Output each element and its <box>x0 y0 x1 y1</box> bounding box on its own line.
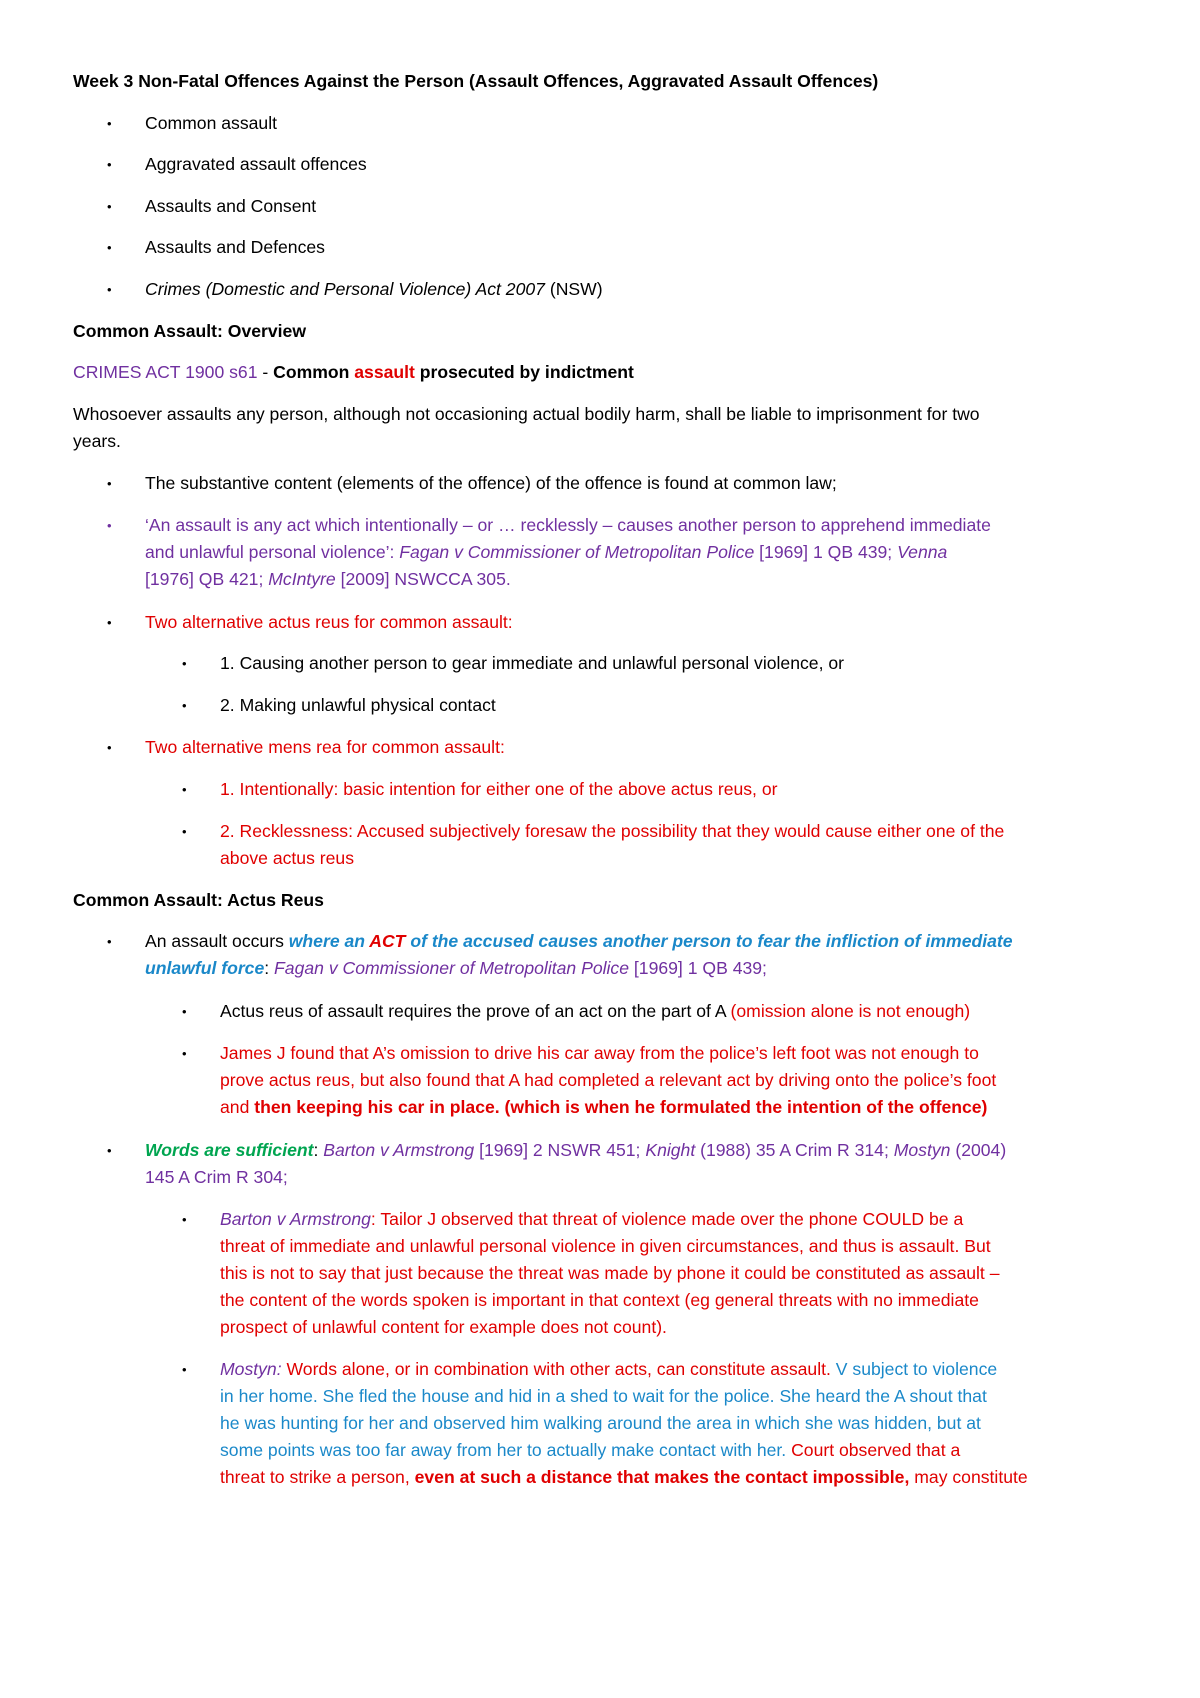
item-text: Causing another person to gear immediate and unlawful personal violence, or <box>234 653 844 673</box>
barton-note: this is not to say that just because the threat was made by phone it could be constituted as assault – <box>220 1263 1000 1283</box>
citation: [1976] QB 421; <box>145 569 269 589</box>
statute-text: years. <box>73 431 121 451</box>
bullet: • <box>107 934 112 949</box>
statute-ref: CRIMES ACT 1900 s61 <box>73 362 258 382</box>
facts: V subject to violence <box>835 1359 998 1379</box>
mostyn-note <box>220 1355 1200 1384</box>
bullet: • <box>182 1212 187 1227</box>
definition-quote: ‘An assault is any act which intentionally – or … recklessly – causes another person to apprehend immediate <box>145 515 991 535</box>
words-sufficient: 145 A Crim R 304; <box>145 1167 288 1187</box>
emphasis: where an <box>288 931 370 951</box>
mostyn-note: he was hunting for her and observed him walking around the area in which she was hidden, but at <box>220 1413 981 1433</box>
bullet: • <box>107 116 112 131</box>
topic-item: Assaults and Defences <box>145 237 325 257</box>
case-name: Fagan v Commissioner of Metropolitan Police <box>399 542 755 562</box>
topic-item: Aggravated assault offences <box>145 154 367 174</box>
bullet: • <box>107 199 112 214</box>
bullet: • <box>182 1046 187 1061</box>
emphasis: unlawful force <box>145 958 265 978</box>
emphasis: even at such a distance that makes the contact impossible, <box>414 1467 910 1487</box>
bullet: • <box>182 698 187 713</box>
emphasis: (omission alone is not enough) <box>730 1001 971 1021</box>
emphasis: Words are sufficient <box>145 1140 314 1160</box>
mens-rea-item: 2. Recklessness: Accused subjectively foresaw the possibility that they would cause either one of the <box>220 821 1005 841</box>
bullet: • <box>182 656 187 671</box>
bullet: • <box>182 1362 187 1377</box>
holding: threat to strike a person, <box>220 1467 415 1487</box>
text: Words alone, or in combination with other acts, can constitute assault. <box>281 1359 836 1379</box>
case-name: Mostyn: <box>220 1359 282 1379</box>
page-title: Week 3 Non-Fatal Offences Against the Person (Assault Offences, Aggravated Assault Offences) <box>73 71 879 91</box>
emphasis-act: ACT <box>369 931 406 951</box>
mens-rea-item-cont: above actus reus <box>220 848 354 868</box>
definition-quote <box>145 538 1200 567</box>
sub-note <box>220 997 1200 1026</box>
jurisdiction: (NSW) <box>544 279 603 299</box>
text: : <box>313 1140 324 1160</box>
bullet: • <box>107 518 112 533</box>
citation: [1969] 1 QB 439; <box>754 542 898 562</box>
holding: may constitute <box>909 1467 1028 1487</box>
bullet: • <box>182 782 187 797</box>
sub-note <box>220 1093 1200 1122</box>
item-text: Making unlawful physical contact <box>234 695 496 715</box>
barton-note: the content of the words spoken is important in that context (eg general threats with no immediate <box>220 1290 979 1310</box>
text: An assault occurs <box>145 931 289 951</box>
bullet: • <box>107 282 112 297</box>
actus-reus-item <box>220 649 1200 678</box>
mens-rea-item: 1. Intentionally: basic intention for either one of the above actus reus, or <box>220 779 778 799</box>
item-number: 2. <box>220 695 235 715</box>
case-name: Barton v Armstrong <box>220 1209 371 1229</box>
assault-definition <box>145 927 1200 956</box>
topic-item: Common assault <box>145 113 278 133</box>
emphasis: of the accused causes another person to fear the infliction of immediate <box>405 931 1013 951</box>
bullet: • <box>107 476 112 491</box>
bullet: • <box>107 157 112 172</box>
statute-text: Whosoever assaults any person, although not occasioning actual bodily harm, shall be liable to imprisonment for two <box>73 404 980 424</box>
section-heading-actus-reus: Common Assault: Actus Reus <box>73 890 324 910</box>
case-name: Mostyn <box>893 1140 951 1160</box>
bullet: • <box>107 740 112 755</box>
text: : <box>264 958 275 978</box>
statute-title-part: prosecuted by indictment <box>414 362 634 382</box>
mostyn-note: in her home. She fled the house and hid in a shed to wait for the police. She heard the A shout that <box>220 1386 987 1406</box>
bullet: • <box>107 1143 112 1158</box>
case-name: Barton v Armstrong <box>323 1140 475 1160</box>
actus-reus-item <box>220 691 1200 720</box>
bullet: • <box>182 1004 187 1019</box>
citation: [2009] NSWCCA 305. <box>335 569 511 589</box>
citation: [1969] 2 NSWR 451; <box>474 1140 646 1160</box>
mens-rea-heading: Two alternative mens rea for common assault: <box>145 737 505 757</box>
case-name: Fagan v Commissioner of Metropolitan Police <box>274 958 630 978</box>
barton-note: threat of immediate and unlawful personal violence in given circumstances, and thus is assault. But <box>220 1236 991 1256</box>
separator: - <box>257 362 274 382</box>
case-name: McIntyre <box>268 569 336 589</box>
assault-definition <box>145 954 1200 983</box>
bullet: • <box>107 615 112 630</box>
barton-note: prospect of unlawful content for example does not count). <box>220 1317 667 1337</box>
statute-title-part: Common <box>273 362 355 382</box>
quote-text: and unlawful personal violence’: <box>145 542 400 562</box>
topic-item <box>145 275 1200 304</box>
citation: [1969] 1 QB 439; <box>629 958 767 978</box>
text: Actus reus of assault requires the prove of an act on the part of A <box>220 1001 731 1021</box>
case-name: Venna <box>897 542 948 562</box>
topic-item: Assaults and Consent <box>145 196 317 216</box>
statute-title-keyword: assault <box>354 362 415 382</box>
item-number: 1. <box>220 653 235 673</box>
bullet: • <box>182 824 187 839</box>
actus-reus-heading: Two alternative actus reus for common assault: <box>145 612 513 632</box>
text: : Tailor J observed that threat of violence made over the phone COULD be a <box>370 1209 964 1229</box>
facts: some points was too far away from her to actually make contact with her. <box>220 1440 792 1460</box>
statute-heading <box>73 358 1133 387</box>
barton-note <box>220 1205 1200 1234</box>
sub-note: prove actus reus, but also found that A had completed a relevant act by driving onto the police’s foot <box>220 1070 997 1090</box>
emphasis: then keeping his car in place. (which is when he formulated the intention of the offence) <box>254 1097 988 1117</box>
mostyn-note <box>220 1436 1200 1465</box>
definition-quote <box>145 565 1200 594</box>
citation: (1988) 35 A Crim R 314; <box>695 1140 894 1160</box>
holding: Court observed that a <box>791 1440 961 1460</box>
section-heading-overview: Common Assault: Overview <box>73 321 307 341</box>
mostyn-note <box>220 1463 1200 1492</box>
sub-note: James J found that A’s omission to drive his car away from the police’s left foot was not enough to <box>220 1043 979 1063</box>
text: and <box>220 1097 255 1117</box>
words-sufficient <box>145 1136 1200 1165</box>
bullet: • <box>107 240 112 255</box>
case-name: Knight <box>645 1140 696 1160</box>
note-item: The substantive content (elements of the offence) of the offence is found at common law; <box>145 473 837 493</box>
act-title: Crimes (Domestic and Personal Violence) Act 2007 <box>145 279 545 299</box>
citation: (2004) <box>950 1140 1007 1160</box>
